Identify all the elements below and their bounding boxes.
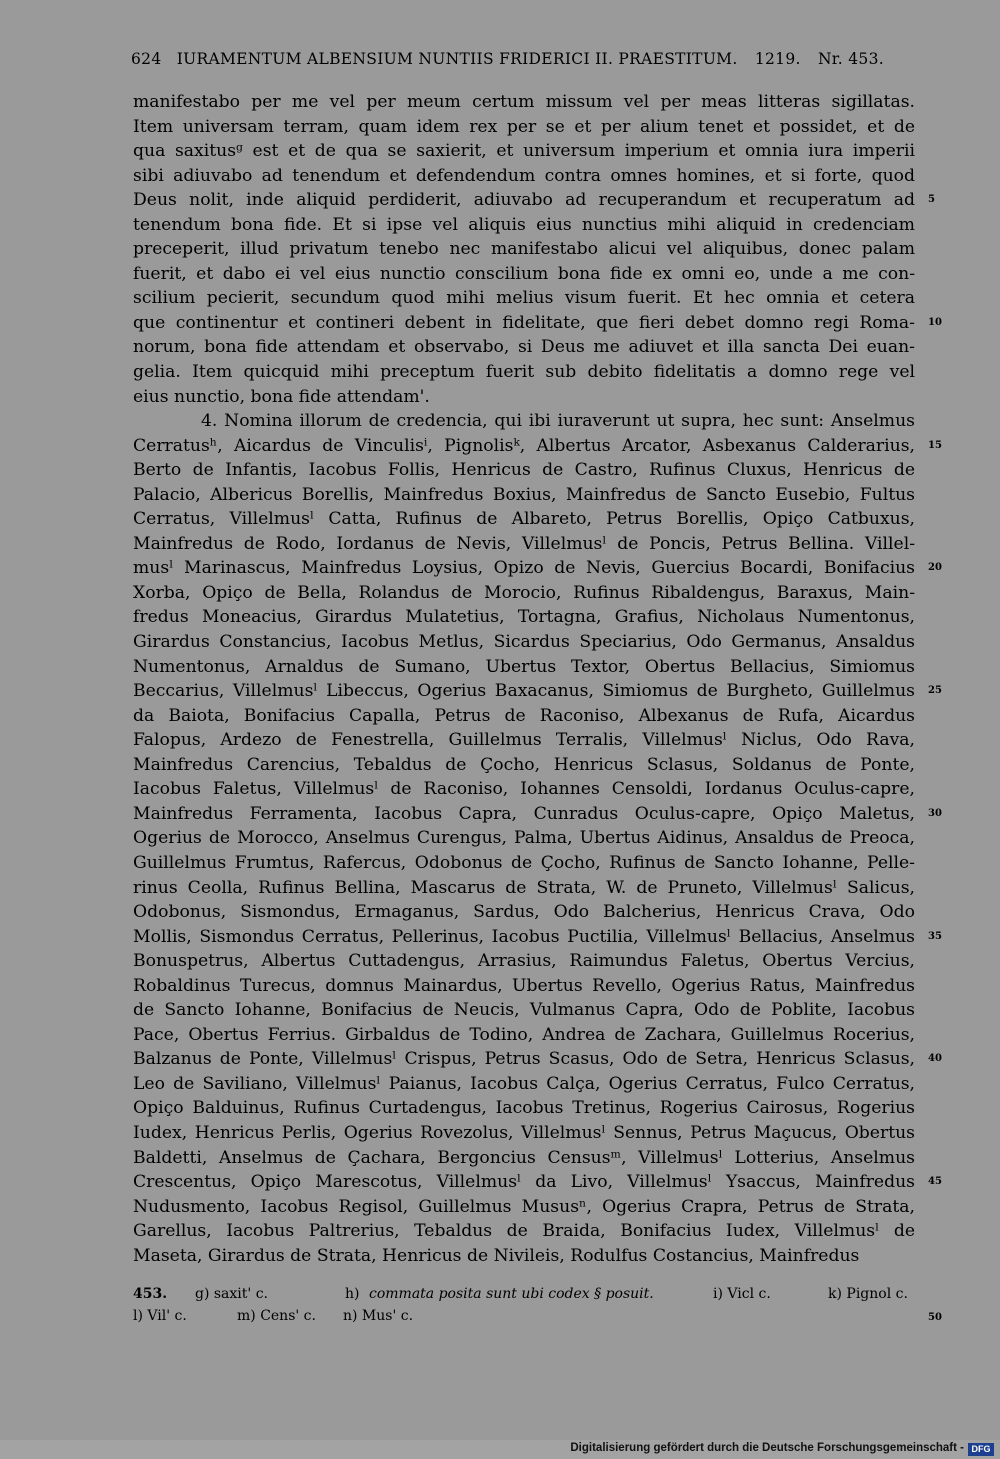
footnote-k: k) Pignol c. [828,1286,908,1302]
text-line: rinus Ceolla, Rufinus Bellina, Mascarus de Strata, W. de Pruneto, Villelmusˡ Salicus, [133,877,915,898]
header-title: IURAMENTUM ALBENSIUM NUNTIIS FRIDERICI II. PRAESTITUM. [176,50,738,68]
footer-bar [0,1440,1000,1459]
margin-line-number: 40 [928,1053,942,1065]
text-line: Palacio, Albericus Borellis, Mainfredus Boxius, Mainfredus de Sancto Eusebio, Fultus [133,484,915,505]
text-line: Iudex, Henricus Perlis, Ogerius Rovezolus, Villelmusˡ Sennus, Petrus Maçucus, Obertus [133,1122,915,1143]
text-line: Pace, Obertus Ferrius. Girbaldus de Todino, Andrea de Zachara, Guillelmus Rocerius, [133,1024,915,1045]
text-line: Opiço Balduinus, Rufinus Curtadengus, Iacobus Tretinus, Rogerius Cairosus, Rogerius [133,1098,915,1119]
text-line: sibi adiuvabo ad tenendum et defendendum contra omnes homines, et si forte, quod [133,165,915,186]
margin-line-number: 20 [928,562,942,574]
text-line: Odobonus, Sismondus, Ermaganus, Sardus, Odo Balcherius, Henricus Crava, Odo [133,902,915,923]
text-line: Cerratusʰ, Aicardus de Vinculisⁱ, Pignolisᵏ, Albertus Arcator, Asbexanus Calderarius, [133,435,915,456]
text-line: Mainfredus Carencius, Tebaldus de Çocho, Henricus Sclasus, Soldanus de Ponte, [133,754,915,775]
footnote-i: i) Vicl c. [713,1286,771,1302]
text-line: Ogerius de Morocco, Anselmus Curengus, Palma, Ubertus Aidinus, Ansaldus de Preoca, [133,828,915,849]
dfg-logo: DFG [968,1443,994,1456]
footnote-n: n) Mus' c. [343,1308,414,1324]
margin-line-number: 50 [928,1312,942,1323]
text-line: Mollis, Sismondus Cerratus, Pellerinus, Iacobus Puctilia, Villelmusˡ Bellacius, Anselmus [133,926,915,947]
text-line: Garellus, Iacobus Paltrerius, Tebaldus de Braida, Bonifacius Iudex, Villelmusˡ de [133,1221,915,1242]
text-line: Balzanus de Ponte, Villelmusˡ Crispus, Petrus Scasus, Odo de Setra, Henricus Sclasus, [133,1049,915,1070]
text-line: Bonuspetrus, Albertus Cuttadengus, Arrasius, Raimundus Faletus, Obertus Vercius, [133,951,915,972]
text-line: Crescentus, Opiço Marescotus, Villelmusˡ da Livo, Villelmusˡ Ysaccus, Mainfredus [133,1172,915,1193]
text-line: manifestabo per me vel per meum certum missum vel per meas litteras sigillatas. [133,92,915,112]
text-line: Beccarius, Villelmusˡ Libeccus, Ogerius Baxacanus, Simiomus de Burgheto, Guillelmus [133,681,915,702]
margin-line-number: 35 [928,930,942,942]
text-line: de Sancto Iohanne, Bonifacius de Neucis, Vulmanus Capra, Odo de Poblite, Iacobus [133,1000,915,1021]
text-line: Cerratus, Villelmusˡ Catta, Rufinus de Albareto, Petrus Borellis, Opiço Catbuxus, [133,509,915,530]
margin-line-number: 15 [928,439,942,451]
text-line: que continentur et contineri debent in fidelitate, que fieri debet domno regi Roma- [133,312,915,333]
text-line: Leo de Saviliano, Villelmusˡ Paianus, Iacobus Calça, Ogerius Cerratus, Fulco Cerratus, [133,1073,915,1094]
footnote-h: commata posita sunt ubi codex § posuit. [369,1286,654,1302]
margin-line-number: 5 [928,194,935,206]
margin-line-number: 30 [928,807,942,819]
text-line: Xorba, Opiço de Bella, Rolandus de Morocio, Rufinus Ribaldengus, Baraxus, Main- [133,582,915,603]
margin-line-number: 10 [928,316,942,328]
text-line: Guillelmus Frumtus, Rafercus, Odobonus de Çocho, Rufinus de Sancto Iohanne, Pelle- [133,852,915,873]
text-line: Robaldinus Turecus, domnus Mainardus, Ubertus Revello, Ogerius Ratus, Mainfredus [133,975,915,996]
text-line: Nudusmento, Iacobus Regisol, Guillelmus Mususⁿ, Ogerius Crapra, Petrus de Strata, [133,1196,915,1217]
margin-line-number: 45 [928,1176,942,1188]
footnote-g: g) saxit' c. [195,1286,268,1302]
text-line: Deus nolit, inde aliquid perdiderit, adiuvabo ad recuperandum et recuperatum ad [133,190,915,211]
text-line: fredus Moneacius, Girardus Mulatetius, Tortagna, Grafius, Nicholaus Numentonus, [133,607,915,628]
text-line: Maseta, Girardus de Strata, Henricus de Nivileis, Rodulfus Costancius, Mainfredus [133,1245,860,1266]
footnote-doc-number: 453. [133,1286,168,1302]
text-line: musˡ Marinascus, Mainfredus Loysius, Opizo de Nevis, Guercius Bocardi, Bonifacius [133,558,915,579]
text-line: Mainfredus de Rodo, Iordanus de Nevis, Villelmusˡ de Poncis, Petrus Bellina. Villel- [133,533,915,554]
text-line: Mainfredus Ferramenta, Iacobus Capra, Cunradus Oculus-capre, Opiço Maletus, [133,803,915,824]
margin-line-number: 25 [928,685,942,697]
text-line: Iacobus Faletus, Villelmusˡ de Raconiso, Iohannes Censoldi, Iordanus Oculus-capre, [133,779,915,800]
footer-credit: Digitalisierung gefördert durch die Deutsche Forschungsgemeinschaft - [570,1442,964,1454]
text-line: gelia. Item quicquid mihi preceptum fuerit sub debito fidelitatis a domno rege vel [133,362,915,383]
text-line: qua saxitusᵍ est et de qua se saxierit, et universum imperium et omnia iura imperii [133,141,915,162]
text-line: Falopus, Ardezo de Fenestrella, Guillelmus Terralis, Villelmusˡ Niclus, Odo Rava, [133,730,915,751]
text-line: norum, bona fide attendam et observabo, si Deus me adiuvet et illa sancta Dei euan- [133,337,915,358]
running-header [131,50,911,68]
text-line: tenendum bona fide. Et si ipse vel aliquis eius nunctius mihi aliquid in credenciam [133,214,915,235]
text-line: Numentonus, Arnaldus de Sumano, Ubertus Textor, Obertus Bellacius, Simiomus [133,656,915,677]
text-line: fuerit, et dabo ei vel eius nunctio conscilium bona fide ex omni eo, unde a me con- [133,263,915,284]
text-line: 4. Nomina illorum de credencia, qui ibi iuraverunt ut supra, hec sunt: Anselmus [201,411,915,432]
page-number: 624 [131,50,162,68]
header-year: 1219. [754,50,801,68]
text-line: scilium pecierit, secundum quod mihi melius visum fuerit. Et hec omnia et cetera [133,288,915,309]
text-line: eius nunctio, bona fide attendam'. [133,386,430,407]
text-line: Berto de Infantis, Iacobus Follis, Henricus de Castro, Rufinus Cluxus, Henricus de [133,460,915,481]
text-line: Baldetti, Anselmus de Çachara, Bergoncius Censusᵐ, Villelmusˡ Lotterius, Anselmus [133,1147,915,1168]
text-line: preceperit, illud privatum tenebo nec manifestabo alicui vel aliquibus, donec palam [133,239,915,260]
text-line: Item universam terram, quam idem rex per se et per alium tenet et possidet, et de [133,116,915,137]
text-line: da Baiota, Bonifacius Capalla, Petrus de Raconiso, Albexanus de Rufa, Aicardus [133,705,915,726]
footnotes-row-1 [133,1286,915,1302]
footnote-h-marker: h) [345,1286,360,1302]
text-line: Girardus Constancius, Iacobus Metlus, Sicardus Speciarius, Odo Germanus, Ansaldus [133,632,915,653]
footnote-l: l) Vil' c. [133,1308,187,1324]
body-text [133,90,915,1268]
footnote-m: m) Cens' c. [237,1308,316,1324]
header-doc-number: Nr. 453. [817,50,884,68]
